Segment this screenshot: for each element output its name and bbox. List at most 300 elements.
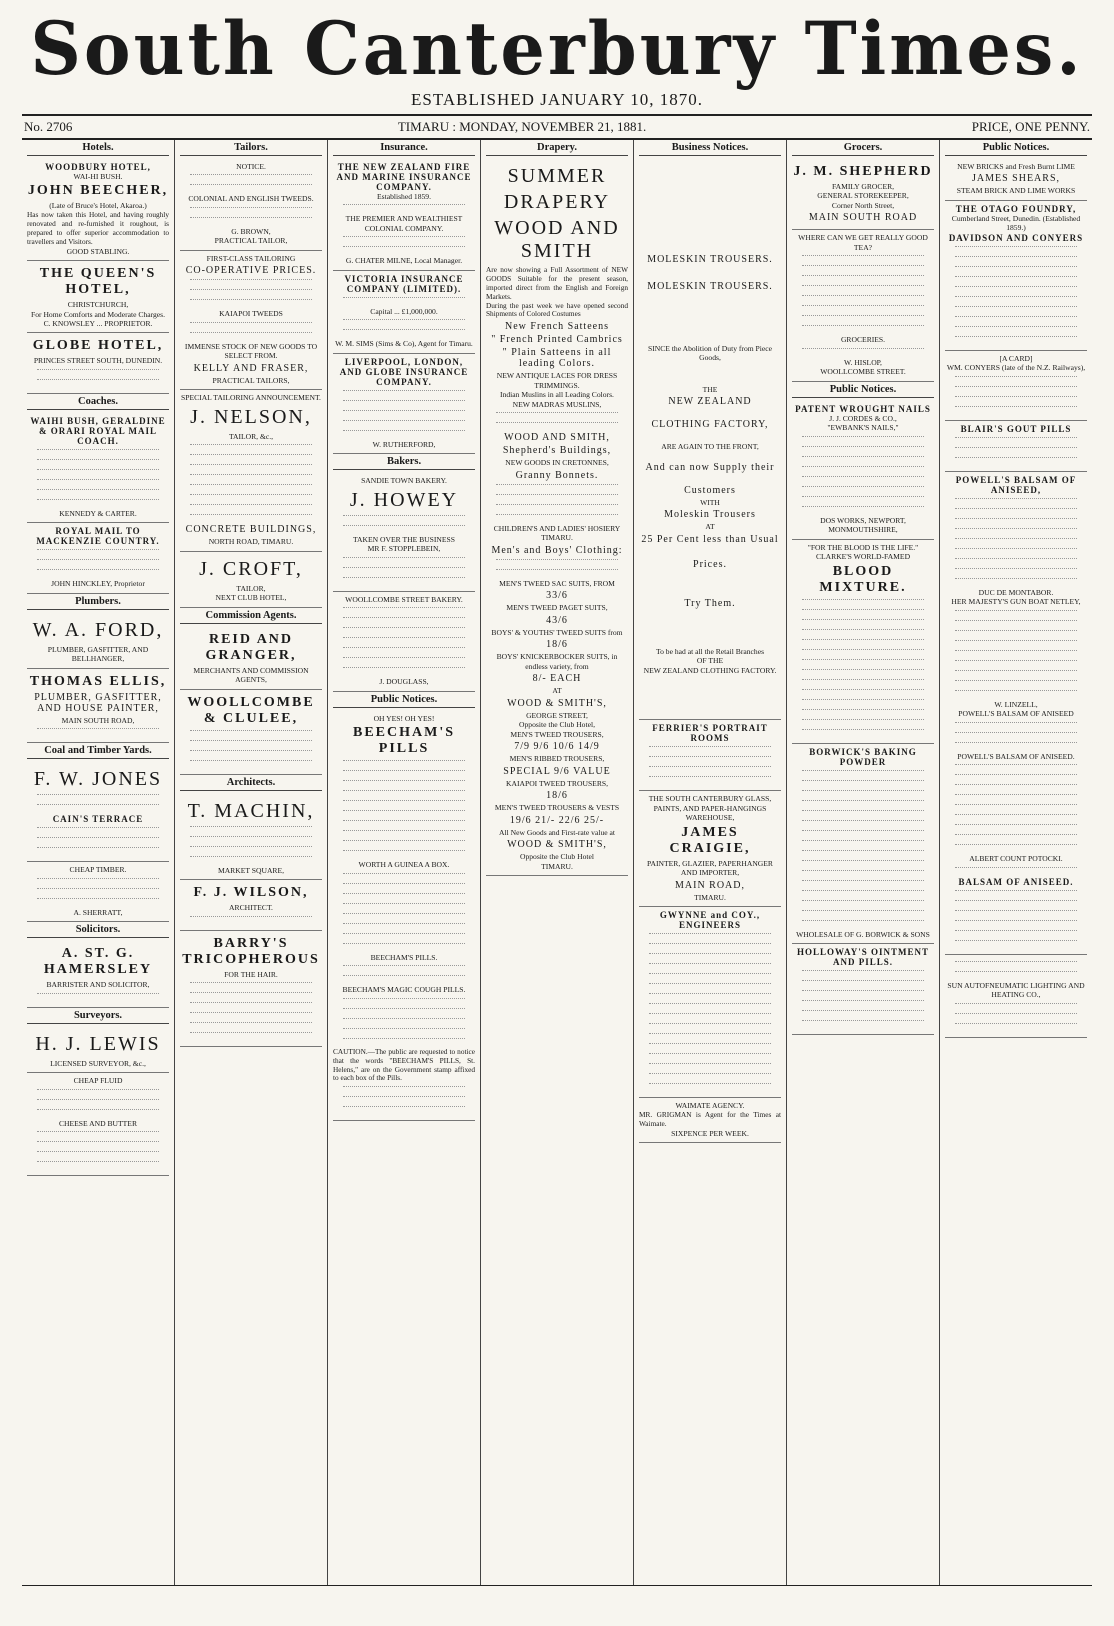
ad-footer: SIXPENCE PER WEEK.: [671, 1128, 749, 1138]
established-line: ESTABLISHED JANUARY 10, 1870.: [411, 90, 703, 109]
royal-mail-ad: [27, 523, 169, 593]
text-filler: [955, 742, 1077, 749]
ad-title: FIRST-CLASS TAILORING: [206, 253, 296, 263]
ad-footer: G. CHATER MILNE, Local Manager.: [345, 256, 463, 266]
text-filler: [649, 1063, 771, 1070]
text-filler: [343, 883, 465, 890]
ad-name: WOOD AND SMITH,: [504, 432, 610, 444]
text-filler: [190, 1002, 312, 1009]
text-filler: [37, 1099, 159, 1106]
text-filler: [190, 760, 312, 767]
text-filler: [802, 790, 924, 797]
nails-ad: [792, 401, 934, 540]
text-filler: [955, 961, 1077, 968]
ad-name: GLOBE HOTEL,: [32, 338, 164, 354]
text-filler: [190, 279, 312, 286]
text-filler: [802, 719, 924, 726]
craigie-ad: [639, 791, 781, 907]
text-filler: [955, 326, 1077, 333]
ad-address: NEXT CLUB HOTEL,: [215, 593, 287, 603]
nz-fire-ad: [333, 159, 475, 271]
ad-title: POWELL'S BALSAM OF ANISEED,: [955, 474, 1077, 495]
ad-address: TIMARU.: [541, 533, 573, 543]
section-heading: Grocers.: [792, 140, 934, 156]
section-heading: Insurance.: [333, 140, 475, 156]
text-filler: [955, 764, 1077, 771]
ad-footer: ALBERT COUNT POTOCKI.: [969, 854, 1063, 864]
ad-title: MOLESKIN TROUSERS.: [647, 254, 773, 265]
ad-subtitle: Men's and Boys' Clothing:: [491, 544, 623, 556]
ad-title: DRAPERY: [503, 191, 611, 213]
text-filler: [955, 900, 1077, 907]
price-label: MEN'S RIBBED TROUSERS,: [509, 754, 605, 764]
ad-subtitle: POWELL'S BALSAM OF ANISEED.: [957, 751, 1075, 761]
ad-name: G. BROWN,: [231, 226, 271, 236]
text-filler: [37, 569, 159, 576]
ad-footer: DOS WORKS, NEWPORT, MONMOUTHSHIRE,: [820, 515, 906, 535]
section-heading: Public Notices.: [333, 692, 475, 708]
waimate-ad: [639, 1098, 781, 1143]
text-filler: [190, 444, 312, 451]
ad-address: Opposite the Club Hotel,: [519, 720, 595, 730]
machin-ad: [180, 794, 322, 880]
text-filler: [343, 617, 465, 624]
ad-name: BARRY'S TRICOPHEROUS: [182, 935, 320, 967]
dateline-bar: [22, 114, 1092, 140]
text-filler: [802, 990, 924, 997]
otago-foundry-ad: [945, 201, 1087, 351]
text-filler: [955, 508, 1077, 515]
text-filler: [802, 729, 924, 736]
text-filler: [343, 850, 465, 857]
shears-ad: [945, 159, 1087, 201]
text-filler: [343, 965, 465, 972]
cooperative-ad: [180, 251, 322, 390]
text-filler: [343, 913, 465, 920]
ad-subtitle: TAILOR,: [236, 583, 266, 593]
text-filler: [802, 880, 924, 887]
newspaper-title: South Canterbury Times.: [30, 4, 1084, 93]
ad-subtitle: BEECHAM'S MAGIC COUGH PILLS.: [342, 985, 466, 995]
text-filler: [190, 184, 312, 191]
text-filler: [649, 1053, 771, 1060]
ad-footer: J. DOUGLASS,: [379, 677, 429, 687]
issue-date: TIMARU : MONDAY, NOVEMBER 21, 1881.: [397, 119, 647, 134]
ad-title: WOOLLCOMBE STREET BAKERY.: [345, 594, 463, 604]
text-filler: [343, 1086, 465, 1093]
text-filler: [955, 814, 1077, 821]
ad-subtitle: TAILOR, &c.,: [228, 431, 274, 441]
section-heading: Plumbers.: [27, 594, 169, 610]
text-filler: [343, 1028, 465, 1035]
ad-subtitle: Established 1859.: [377, 192, 431, 201]
masthead: [22, 0, 1092, 110]
ad-name: NEW ZEALAND: [668, 396, 752, 408]
text-filler: [343, 557, 465, 564]
brown-ad: [180, 159, 322, 251]
text-filler: [343, 329, 465, 336]
text-filler: [802, 830, 924, 837]
wilson-ad: [180, 880, 322, 930]
text-filler: [343, 607, 465, 614]
ad-subtitle: PLUMBER, GASFITTER, AND HOUSE PAINTER,: [34, 691, 162, 714]
ad-subtitle: Cumberland Street, Dunedin. (Established 1859.): [951, 213, 1081, 233]
ad-name: J. J. CORDES & CO.,: [829, 413, 897, 423]
text-filler: [343, 420, 465, 427]
price-label: MEN'S TWEED TROUSERS,: [510, 729, 604, 739]
ad-footer: W. RUTHERFORD,: [372, 439, 436, 449]
ad-subtitle: CLARKE'S WORLD-FAMED: [815, 552, 911, 562]
text-filler: [955, 558, 1077, 565]
text-filler: [190, 207, 312, 214]
text-filler: [955, 1013, 1077, 1020]
text-filler: [802, 436, 924, 443]
text-filler: [955, 447, 1077, 454]
ad-subtitle: Try Them.: [684, 597, 736, 609]
text-filler: [343, 319, 465, 326]
ad-body: Has now taken this Hotel, and having roughly renovated and re-furnished it roughout, is prepared to offer superior accommodation to travellers and Visitors.: [27, 209, 169, 246]
text-filler: [802, 619, 924, 626]
price-value: 33/6: [546, 590, 568, 602]
text-filler: [802, 770, 924, 777]
ad-title: GWYNNE and COY., ENGINEERS: [659, 910, 761, 931]
text-filler: [802, 466, 924, 473]
ad-name: W. HISLOP,: [844, 357, 882, 367]
ad-address: MARKET SQUARE,: [217, 865, 285, 875]
ad-title: BALSAM OF ANISEED.: [958, 876, 1074, 887]
hamersley-ad: [27, 941, 169, 1007]
text-filler: [802, 295, 924, 302]
ellis-ad: [27, 669, 169, 743]
text-filler: [190, 514, 312, 521]
ad-subtitle: ARCHITECT.: [229, 903, 273, 913]
ad-address: TIMARU.: [694, 892, 726, 902]
ad-title: SPECIAL TAILORING ANNOUNCEMENT.: [181, 393, 321, 403]
ad-body: And can now Supply their: [645, 461, 775, 473]
globe-hotel-ad: [27, 333, 169, 393]
text-filler: [343, 567, 465, 574]
text-filler: [802, 900, 924, 907]
price-label: BOYS' KNICKERBOCKER SUITS, in endless variety, from: [496, 652, 618, 671]
ad-footer: JOHN HINCKLEY, Proprietor: [51, 579, 145, 589]
text-filler: [802, 649, 924, 656]
ad-address: GEORGE STREET,: [526, 710, 588, 720]
text-filler: [955, 316, 1077, 323]
text-filler: [802, 265, 924, 272]
fluid-ad: [27, 1073, 169, 1176]
text-filler: [343, 577, 465, 584]
ad-item: " French Printed Cambrics: [491, 334, 623, 346]
text-filler: [802, 1000, 924, 1007]
text-filler: [955, 890, 1077, 897]
ad-title: "FOR THE BLOOD IS THE LIFE.": [807, 542, 919, 552]
text-filler: [343, 1038, 465, 1045]
text-filler: [343, 790, 465, 797]
text-filler: [343, 637, 465, 644]
ad-name: CLOTHING FACTORY,: [651, 419, 769, 431]
text-filler: [190, 322, 312, 329]
ad-title: BLAIR'S GOUT PILLS: [960, 423, 1072, 434]
text-filler: [955, 610, 1077, 617]
section-heading: Public Notices.: [945, 140, 1087, 156]
text-filler: [802, 629, 924, 636]
section-heading: Coal and Timber Yards.: [27, 743, 169, 759]
text-filler: [802, 486, 924, 493]
text-filler: [343, 1106, 465, 1113]
ad-title: THE NEW ZEALAND FIRE AND MARINE INSURANCE COMPANY.: [336, 162, 472, 192]
ad-title: VICTORIA INSURANCE COMPANY (LIMITED).: [344, 273, 464, 294]
text-filler: [37, 1161, 159, 1168]
column-5: [634, 140, 787, 1585]
text-filler: [343, 1008, 465, 1015]
section-heading: Bakers.: [333, 454, 475, 470]
ad-connector: WITH: [700, 497, 720, 507]
ad-name: T. MACHIN,: [187, 799, 315, 822]
clothing-factory-ad: [639, 159, 781, 720]
ad-item: New French Satteens: [505, 321, 609, 333]
lewis-ad: [27, 1027, 169, 1073]
text-filler: [37, 804, 159, 811]
ad-title: THE OTAGO FOUNDRY,: [955, 203, 1077, 214]
column-7: [940, 140, 1092, 1585]
ad-body: MR. GRIGMAN is Agent for the Times at Waimate.: [639, 1109, 781, 1128]
ad-name: J. HOWEY: [349, 488, 459, 511]
ad-subtitle: WAI-HI BUSH.: [73, 172, 123, 181]
text-filler: [802, 446, 924, 453]
ad-subtitle: MERCHANTS AND COMMISSION AGENTS,: [193, 665, 309, 685]
jones-ad: [27, 762, 169, 862]
text-filler: [343, 873, 465, 880]
ad-name: THOMAS ELLIS,: [29, 673, 167, 689]
text-filler: [343, 647, 465, 654]
ad-body: SINCE the Abolition of Duty from Piece Goods,: [647, 344, 773, 363]
text-filler: [802, 255, 924, 262]
text-filler: [955, 844, 1077, 851]
text-filler: [343, 893, 465, 900]
ad-title: CHEESE AND BUTTER: [58, 1118, 138, 1128]
text-filler: [343, 667, 465, 674]
ad-subtitle: LICENSED SURVEYOR, &c.,: [50, 1058, 146, 1068]
text-filler: [37, 479, 159, 486]
text-filler: [955, 910, 1077, 917]
text-filler: [955, 867, 1077, 874]
ad-subtitle: BARRISTER AND SOLICITOR,: [46, 980, 150, 990]
text-filler: [955, 256, 1077, 263]
ad-subtitle: 25 Per Cent less than Usual: [641, 533, 779, 545]
text-filler: [955, 1023, 1077, 1030]
text-filler: [649, 746, 771, 753]
ad-subtitle: GROCERIES.: [840, 335, 886, 345]
text-filler: [37, 1151, 159, 1158]
text-filler: [343, 430, 465, 437]
text-filler: [649, 973, 771, 980]
ad-subtitle: PLUMBER, GASFITTER, AND BELLHANGER,: [47, 644, 149, 664]
text-filler: [190, 1022, 312, 1029]
ad-title: BORWICK'S BAKING POWDER: [809, 746, 917, 767]
text-filler: [955, 971, 1077, 978]
text-filler: [190, 217, 312, 224]
text-filler: [190, 1032, 312, 1039]
text-filler: [190, 454, 312, 461]
price-label: BOYS' & YOUTHS' TWEED SUITS from: [491, 627, 623, 637]
text-filler: [37, 549, 159, 556]
text-filler: [190, 846, 312, 853]
ad-title: HOLLOWAY'S OINTMENT AND PILLS.: [797, 947, 929, 968]
text-filler: [649, 1013, 771, 1020]
text-filler: [955, 538, 1077, 545]
text-filler: [802, 920, 924, 927]
text-filler: [343, 627, 465, 634]
text-filler: [802, 348, 924, 355]
text-filler: [496, 504, 618, 511]
ad-name: REID AND GRANGER,: [205, 631, 297, 663]
ad-name: THE QUEEN'S HOTEL,: [39, 266, 157, 298]
text-filler: [496, 494, 618, 501]
text-filler: [955, 266, 1077, 273]
ad-item: " Plain Satteens in all leading Colors.: [502, 347, 612, 370]
text-filler: [955, 732, 1077, 739]
ad-address: NORTH ROAD, TIMARU.: [208, 537, 294, 547]
text-filler: [343, 297, 465, 304]
text-filler: [955, 804, 1077, 811]
ad-name: WOOD & SMITH'S,: [507, 839, 607, 851]
text-filler: [955, 774, 1077, 781]
text-filler: [802, 980, 924, 987]
ad-body: Are now showing a Full Assortment of NEW GOODS Suitable for the present season, imported direct from the English and Foreign Markets.: [486, 265, 628, 301]
ad-name: H. J. LEWIS: [35, 1032, 161, 1055]
text-filler: [190, 982, 312, 989]
text-filler: [955, 824, 1077, 831]
text-filler: [649, 776, 771, 783]
price-label: MEN'S TWEED TROUSERS & VESTS: [494, 803, 620, 813]
ad-title: CHEAP TIMBER.: [69, 865, 127, 875]
ad-body: Capital ... £1,000,000.: [370, 306, 438, 316]
woodbury-hotel-ad: [27, 159, 169, 261]
text-filler: [802, 506, 924, 513]
text-filler: [955, 457, 1077, 464]
text-filler: [802, 820, 924, 827]
text-filler: [190, 856, 312, 863]
text-filler: [802, 659, 924, 666]
text-filler: [343, 1096, 465, 1103]
text-filler: [955, 1003, 1077, 1010]
text-filler: [955, 784, 1077, 791]
text-filler: [190, 474, 312, 481]
ad-name: A. ST. G. HAMERSLEY: [43, 946, 153, 978]
ad-name: WM. CONYERS (late of the N.Z. Railways),: [946, 363, 1086, 373]
text-filler: [343, 410, 465, 417]
price-value: 7/9 9/6 10/6 14/9: [514, 741, 600, 753]
text-filler: [37, 827, 159, 834]
text-filler: [955, 640, 1077, 647]
ad-name: KELLY AND FRASER,: [193, 362, 309, 374]
ad-subtitle: Moleskin Trousers: [664, 509, 756, 521]
woollcombe-ad: [180, 690, 322, 775]
text-filler: [496, 514, 618, 521]
text-filler: [649, 993, 771, 1000]
section-heading: Architects.: [180, 775, 322, 791]
text-filler: [37, 1089, 159, 1096]
price-label: MEN'S TWEED PAGET SUITS,: [506, 603, 608, 613]
ad-body: Customers: [684, 484, 736, 496]
text-filler: [802, 709, 924, 716]
text-filler: [955, 930, 1077, 937]
ad-name: WOOLLCOMBE & CLULEE,: [187, 694, 315, 726]
text-filler: [802, 1020, 924, 1027]
ad-address: MAIN ROAD,: [675, 879, 745, 891]
conyers-ad: [945, 351, 1087, 421]
ad-title: OH YES! OH YES!: [373, 713, 435, 723]
ad-connector: OF THE: [696, 656, 724, 666]
ad-address: MAIN SOUTH ROAD,: [61, 715, 135, 725]
ad-title: MOLESKIN TROUSERS.: [647, 281, 773, 292]
ad-subtitle: COLONIAL AND ENGLISH TWEEDS.: [188, 194, 314, 204]
text-filler: [802, 476, 924, 483]
text-filler: [343, 840, 465, 847]
price-label: MEN'S TWEED SAC SUITS, FROM: [499, 578, 615, 588]
text-filler: [955, 498, 1077, 505]
nelson-ad: [180, 390, 322, 551]
ad-body: THE PREMIER AND WEALTHIEST COLONIAL COMPANY.: [345, 214, 463, 233]
ad-name: NEW ZEALAND CLOTHING FACTORY.: [643, 665, 777, 675]
ad-address: WOOLLCOMBE STREET.: [820, 367, 906, 377]
reid-ad: [180, 627, 322, 690]
text-filler: [802, 609, 924, 616]
ad-name: F. J. WILSON,: [193, 885, 309, 901]
text-filler: [190, 916, 312, 923]
blairs-ad: [945, 421, 1087, 472]
text-filler: [343, 390, 465, 397]
ad-name: WOOD AND SMITH: [494, 217, 620, 262]
ad-title: ROYAL MAIL TO MACKENZIE COUNTRY.: [36, 526, 160, 547]
text-filler: [649, 766, 771, 773]
text-filler: [955, 794, 1077, 801]
text-filler: [496, 484, 618, 491]
text-filler: [190, 484, 312, 491]
text-filler: [496, 422, 618, 429]
text-filler: [37, 794, 159, 801]
ad-note: (Late of Bruce's Hotel, Akaroa.): [49, 201, 147, 211]
barrys-ad: [180, 931, 322, 1047]
text-filler: [955, 518, 1077, 525]
section-heading: Public Notices.: [792, 382, 934, 398]
text-filler: [802, 780, 924, 787]
croft-ad: [180, 552, 322, 608]
text-filler: [343, 923, 465, 930]
section-heading: Solicitors.: [27, 922, 169, 938]
douglass-ad: [333, 592, 475, 692]
ad-address: Shepherd's Buildings,: [502, 445, 612, 457]
ad-connector: AT: [552, 686, 562, 696]
text-filler: [955, 630, 1077, 637]
text-filler: [955, 690, 1077, 697]
text-filler: [190, 299, 312, 306]
text-filler: [802, 970, 924, 977]
text-filler: [802, 840, 924, 847]
ad-subtitle: WORTH A GUINEA A BOX.: [358, 860, 450, 870]
liverpool-ad: [333, 354, 475, 454]
ad-name: J. M. SHEPHERD: [793, 164, 933, 179]
text-filler: [802, 800, 924, 807]
ad-body: IMMENSE STOCK OF NEW GOODS TO SELECT FROM.: [184, 341, 318, 361]
text-filler: [37, 878, 159, 885]
text-filler: [37, 847, 159, 854]
ad-name: JOHN BEECHER,: [27, 183, 169, 199]
text-filler: [190, 826, 312, 833]
summer-drapery-ad: [486, 159, 628, 876]
ad-name: F. W. JONES: [33, 768, 163, 791]
ad-title: PATENT WROUGHT NAILS: [795, 403, 931, 414]
